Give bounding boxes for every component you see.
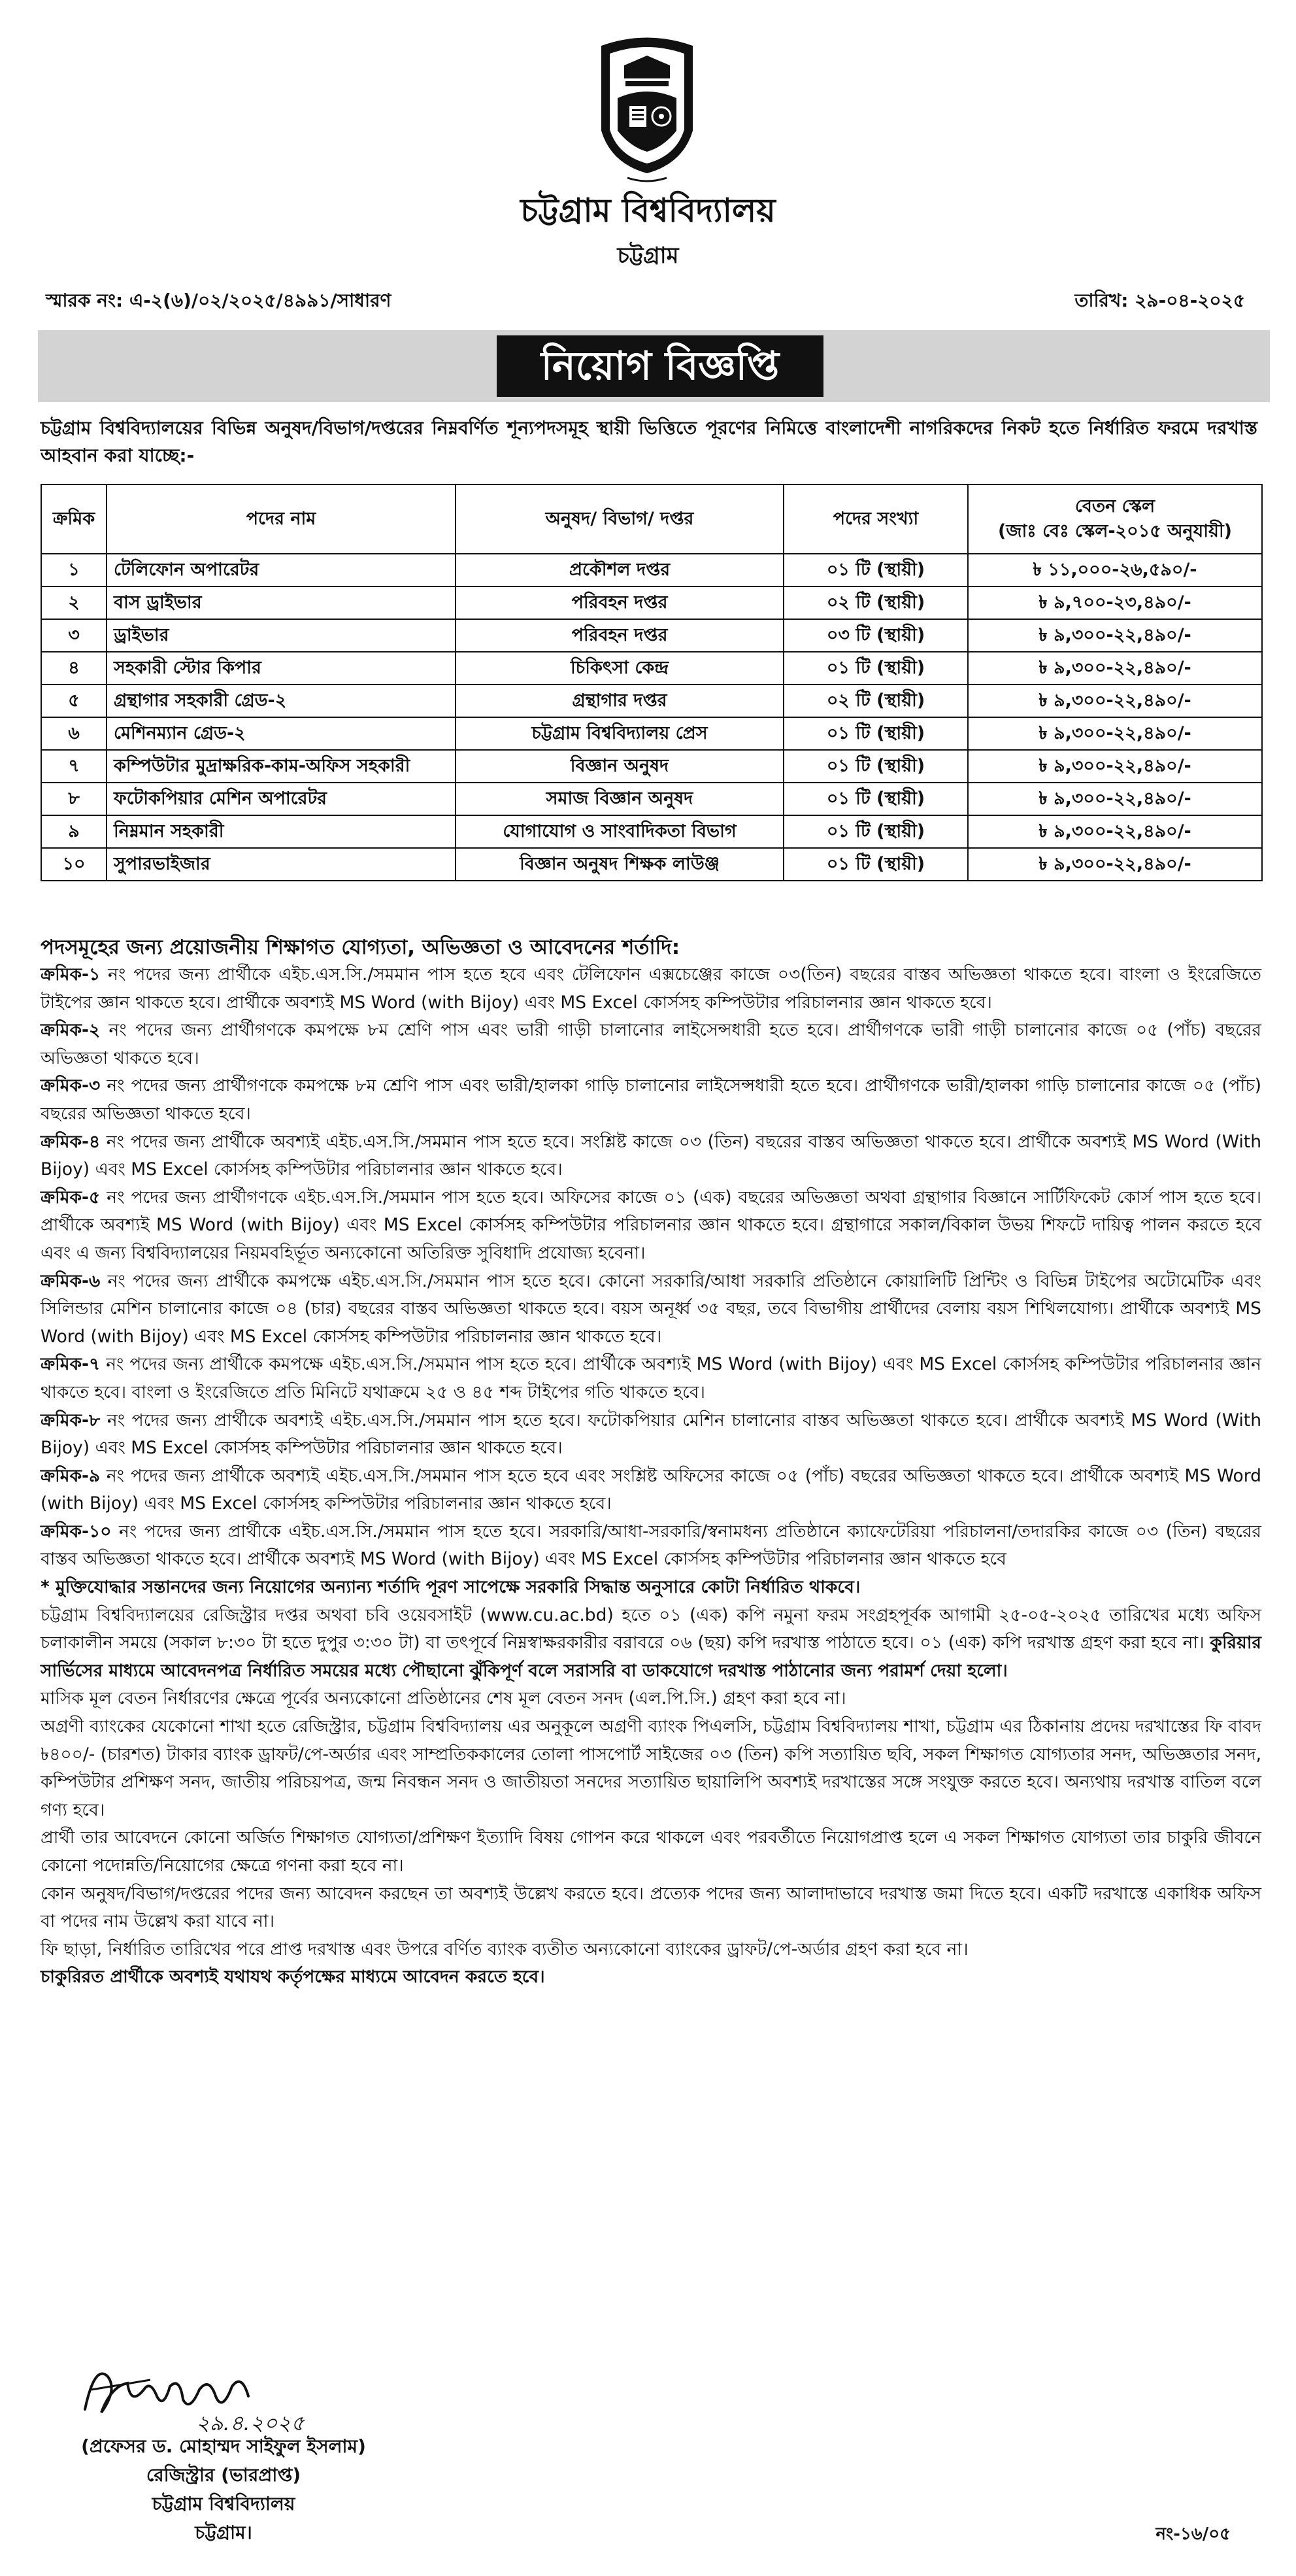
reference-number: নং-১৬/০৫ xyxy=(1155,2524,1231,2544)
header-post-count: পদের সংখ্যা xyxy=(784,484,968,554)
requirement-label: ক্রমিক-৬ xyxy=(41,1270,101,1291)
requirement-text: নং পদের জন্য প্রার্থীগণকে এইচ.এস.সি./সমমান পাস হতে হবে। অফিসের কাজে ০১ (এক) বছরের অভিজ্ঞতা অথবা গ্রন্থাগার বিজ্ঞানে সার্টিফিকেট কোর্স পাস হতে হবে। প্রার্থীকে অবশ্যই MS Word (with Bijoy) এবং MS Excel কোর্সসহ কম্পিউটার পরিচালনার জ্ঞান থাকতে হবে। গ্রন্থাগারে সকাল/বিকাল উভয় শিফটে দায়িত্ব পালন করতে হবে এবং এ জন্য বিশ্ববিদ্যালয়ের নিয়মবহির্ভূত অন্যকোনো অতিরিক্ত সুবিধাদি প্রযোজ্য হবেনা। xyxy=(41,1187,1261,1263)
row-post-count: ০২ টি (স্থায়ী) xyxy=(784,586,968,619)
row-pay-scale: ৳ ৯,৩০০-২২,৪৯০/- xyxy=(968,685,1262,717)
table-row xyxy=(41,783,1262,815)
signature-date: ২৯.৪.২০২৫ xyxy=(196,2411,305,2435)
notice-banner-title: নিয়োগ বিজ্ঞপ্তি xyxy=(497,335,823,397)
row-pay-scale: ৳ ৯,৭০০-২৩,৪৯০/- xyxy=(968,586,1262,619)
row-post-count: ০১ টি (স্থায়ী) xyxy=(784,783,968,815)
row-post-name: নিম্নমান সহকারী xyxy=(107,815,456,848)
row-post-name: ফটোকপিয়ার মেশিন অপারেটর xyxy=(107,783,456,815)
requirement-label: ক্রমিক-৪ xyxy=(41,1131,101,1152)
requirement-item xyxy=(41,961,1261,1017)
row-post-name: কম্পিউটার মুদ্রাক্ষরিক-কাম-অফিস সহকারী xyxy=(107,750,456,783)
signatory-name: (প্রফেসর ড. মোহাম্মদ সাইফুল ইসলাম) xyxy=(81,2435,366,2457)
row-post-name: বাস ড্রাইভার xyxy=(107,586,456,619)
row-pay-scale: ৳ ৯,৩০০-২২,৪৯০/- xyxy=(968,717,1262,750)
requirement-text: নং পদের জন্য প্রার্থীকে অবশ্যই এইচ.এস.সি./সমমান পাস হতে হবে। সংশ্লিষ্ট কাজে ০৩ (তিন) বছরের বাস্তব অভিজ্ঞতা থাকতে হবে। প্রার্থীকে অবশ্যই MS Word (With Bijoy) এবং MS Excel কোর্সসহ কম্পিউটার পরিচালনার জ্ঞান থাকতে হবে। xyxy=(41,1131,1261,1180)
requirement-item xyxy=(41,1463,1261,1518)
row-serial: ৭ xyxy=(41,750,107,783)
requirement-item xyxy=(41,1407,1261,1463)
row-pay-scale: ৳ ৯,৩০০-২২,৪৯০/- xyxy=(968,783,1262,815)
row-serial: ৪ xyxy=(41,652,107,685)
application-para-4: প্রার্থী তার আবেদনে কোনো অর্জিত শিক্ষাগত যোগ্যতা/প্রশিক্ষণ ইত্যাদি বিষয় গোপন করে থাকলে এবং পরবর্তীতে নিয়োগপ্রাপ্ত হলে এ সকল শিক্ষাগত যোগ্যতা তার চাকুরি জীবনে কোনো পদোন্নতি/নিয়োগের ক্ষেত্রে গণনা করা হবে না। xyxy=(41,1827,1261,1876)
requirement-text: নং পদের জন্য প্রার্থীকে এইচ.এস.সি./সমমান পাস হতে হবে। সরকারি/আধা-সরকারি/স্বনামধন্য প্রতিষ্ঠানে ক্যাফেটেরিয়া পরিচালনা/তদারকির কাজে ০৩ (তিন) বছরের বাস্তব অভিজ্ঞতা থাকতে হবে। প্রার্থীকে অবশ্যই MS Word (with Bijoy) এবং MS Excel কোর্সসহ কম্পিউটার পরিচালনার জ্ঞান থাকতে হবে xyxy=(41,1521,1261,1570)
requirement-item xyxy=(41,1351,1261,1406)
row-post-name: গ্রন্থাগার সহকারী গ্রেড-২ xyxy=(107,685,456,717)
table-row xyxy=(41,685,1262,717)
row-pay-scale: ৳ ৯,৩০০-২২,৪৯০/- xyxy=(968,815,1262,848)
requirement-text: নং পদের জন্য প্রার্থীকে কমপক্ষে এইচ.এস.সি./সমমান পাস হতে হবে। প্রার্থীকে অবশ্যই MS Word (with Bijoy) এবং MS Excel কোর্সসহ কম্পিউটার পরিচালনার জ্ঞান থাকতে হবে। বাংলা ও ইংরেজিতে প্রতি মিনিটে যথাক্রমে ২৫ ও ৪৫ শব্দ টাইপের গতি থাকতে হবে। xyxy=(41,1354,1261,1402)
signatory-designation: রেজিস্ট্রার (ভারপ্রাপ্ত) xyxy=(146,2464,301,2486)
application-para-6: ফি ছাড়া, নির্ধারিত তারিখের পরে প্রাপ্ত দরখাস্ত এবং উপরে বর্ণিত ব্যাংক ব্যতীত অন্যকোনো ব্যাংকের ড্রাফট/পে-অর্ডার গ্রহণ করা হবে না। xyxy=(41,1939,969,1959)
row-department: বিজ্ঞান অনুষদ xyxy=(456,750,784,783)
row-post-count: ০১ টি (স্থায়ী) xyxy=(784,554,968,586)
row-department: চিকিৎসা কেন্দ্র xyxy=(456,652,784,685)
header-pay-scale xyxy=(968,484,1262,554)
requirement-text: নং পদের জন্য প্রার্থীগণকে কমপক্ষে ৮ম শ্রেণি পাস এবং ভারী গাড়ী চালানোর লাইসেন্সধারী হতে হবে। প্রার্থীগণকে ভারী গাড়ী চালানোর কাজে ০৫ (পাঁচ) বছরের অভিজ্ঞতা থাকতে হবে। xyxy=(41,1020,1261,1068)
row-post-count: ০১ টি (স্থায়ী) xyxy=(784,750,968,783)
table-header-row xyxy=(41,484,1262,554)
requirement-text: নং পদের জন্য প্রার্থীকে অবশ্যই এইচ.এস.সি./সমমান পাস হতে হবে। ফটোকপিয়ার মেশিন চালানোর বাস্তব অভিজ্ঞতা থাকতে হবে। প্রার্থীকে অবশ্যই MS Word (With Bijoy) এবং MS Excel কোর্সসহ কম্পিউটার পরিচালনার জ্ঞান থাকতে হবে। xyxy=(41,1410,1261,1459)
row-post-name: ড্রাইভার xyxy=(107,619,456,652)
row-serial: ২ xyxy=(41,586,107,619)
requirement-item xyxy=(41,1184,1261,1268)
requirement-label: ক্রমিক-৯ xyxy=(41,1465,101,1486)
table-row xyxy=(41,652,1262,685)
table-row xyxy=(41,619,1262,652)
header-pay-scale-title: বেতন স্কেল xyxy=(1074,496,1155,517)
university-city: চট্টগ্রাম xyxy=(617,243,679,269)
row-post-count: ০১ টি (স্থায়ী) xyxy=(784,652,968,685)
requirement-text: নং পদের জন্য প্রার্থীকে কমপক্ষে এইচ.এস.সি./সমমান পাস হতে হবে। কোনো সরকারি/আধা সরকারি প্রতিষ্ঠানে কোয়ালিটি প্রিন্টিং ও বিভিন্ন টাইপের অটোমেটিক এবং সিলিন্ডার মেশিন চালানোর কাজে ০৪ (চার) বছরের বাস্তব অভিজ্ঞতা থাকতে হবে। বয়স অনূর্ধ্ব ৩৫ বছর, তবে বিভাগীয় প্রার্থীদের বেলায় বয়স শিথিলযোগ্য। প্রার্থীকে অবশ্যই MS Word (with Bijoy) এবং MS Excel কোর্সসহ কম্পিউটার পরিচালনার জ্ঞান থাকতে হবে। xyxy=(41,1270,1261,1347)
row-post-count: ০১ টি (স্থায়ী) xyxy=(784,815,968,848)
row-department: চট্টগ্রাম বিশ্ববিদ্যালয় প্রেস xyxy=(456,717,784,750)
table-row xyxy=(41,586,1262,619)
row-serial: ১ xyxy=(41,554,107,586)
requirement-label: ক্রমিক-৮ xyxy=(41,1410,101,1431)
signature-image xyxy=(72,2350,346,2435)
row-department: গ্রন্থাগার দপ্তর xyxy=(456,685,784,717)
memo-number: স্মারক নং: এ-২(৬)/০২/২০২৫/৪৯৯১/সাধারণ xyxy=(46,290,391,311)
row-department: যোগাযোগ ও সাংবাদিকতা বিভাগ xyxy=(456,815,784,848)
row-pay-scale: ৳ ৯,৩০০-২২,৪৯০/- xyxy=(968,652,1262,685)
requirements-heading: পদসমূহের জন্য প্রয়োজনীয় শিক্ষাগত যোগ্যতা, অভিজ্ঞতা ও আবেদনের শর্তাদি: xyxy=(41,936,680,959)
requirements-body xyxy=(41,961,1261,1991)
row-pay-scale: ৳ ১১,০০০-২৬,৫৯০/- xyxy=(968,554,1262,586)
requirement-text: নং পদের জন্য প্রার্থীকে এইচ.এস.সি./সমমান পাস হতে হবে এবং টেলিফোন এক্সচেঞ্জের কাজে ০৩(তিন) বছরের বাস্তব অভিজ্ঞতা থাকতে হবে। বাংলা ও ইংরেজিতে টাইপের জ্ঞান থাকতে হবে। প্রার্থীকে অবশ্যই MS Word (with Bijoy) এবং MS Excel কোর্সসহ কম্পিউটার পরিচালনার জ্ঞান থাকতে হবে। xyxy=(41,964,1261,1013)
row-pay-scale: ৳ ৯,৩০০-২২,৪৯০/- xyxy=(968,848,1262,881)
row-department: পরিবহন দপ্তর xyxy=(456,586,784,619)
row-post-name: মেশিনম্যান গ্রেড-২ xyxy=(107,717,456,750)
row-department: বিজ্ঞান অনুষদ শিক্ষক লাউঞ্জ xyxy=(456,848,784,881)
vacancy-table xyxy=(41,484,1263,881)
requirement-label: ক্রমিক-১০ xyxy=(41,1521,112,1542)
row-pay-scale: ৳ ৯,৩০০-২২,৪৯০/- xyxy=(968,750,1262,783)
requirement-item xyxy=(41,1017,1261,1072)
row-post-count: ০১ টি (স্থায়ী) xyxy=(784,848,968,881)
university-logo-icon xyxy=(591,33,703,190)
header-serial: ক্রমিক xyxy=(41,484,107,554)
header-pay-scale-sub: (জাঃ বেঃ স্কেল-২০১৫ অনুযায়ী) xyxy=(997,521,1233,541)
application-para-3: অগ্রণী ব্যাংকের যেকোনো শাখা হতে রেজিস্ট্রার, চট্টগ্রাম বিশ্ববিদ্যালয় এর অনুকূলে অগ্রণী ব্যাংক পিএলসি, চট্টগ্রাম বিশ্ববিদ্যালয় শাখা, চট্টগ্রাম এর ঠিকানায় প্রদেয় দরখাস্তের ফি বাবদ ৳৪০০/- (চারশত) টাকার ব্যাংক ড্রাফট/পে-অর্ডার এবং সাম্প্রতিককালের তোলা পাসপোর্ট সাইজের ০৩ (তিন) কপি সত্যায়িত ছবি, সকল শিক্ষাগত যোগ্যতার সনদ, অভিজ্ঞতার সনদ, কম্পিউটার প্রশিক্ষণ সনদ, জাতীয় পরিচয়পত্র, জন্ম নিবন্ধন সনদ ও জাতীয়তা সনদের সত্যায়িত ছায়ালিপি অবশ্যই দরখাস্তের সঙ্গে সংযুক্ত করতে হবে। অন্যথায় দরখাস্ত বাতিল বলে গণ্য হবে। xyxy=(41,1716,1262,1820)
row-serial: ১০ xyxy=(41,848,107,881)
row-serial: ৬ xyxy=(41,717,107,750)
application-para-5: কোন অনুষদ/বিভাগ/দপ্তরের পদের জন্য আবেদন করছেন তা অবশ্যই উল্লেখ করতে হবে। প্রত্যেক পদের জন্য আলাদাভাবে দরখাস্ত জমা দিতে হবে। একটি দরখাস্তে একাধিক অফিস বা পদের নাম উল্লেখ করা যাবে না। xyxy=(41,1883,1261,1932)
row-serial: ৯ xyxy=(41,815,107,848)
requirement-label: ক্রমিক-৫ xyxy=(41,1187,101,1208)
row-post-name: টেলিফোন অপারেটর xyxy=(107,554,456,586)
signatory-university: চট্টগ্রাম বিশ্ববিদ্যালয় xyxy=(152,2493,295,2515)
requirement-label: ক্রমিক-৩ xyxy=(41,1076,101,1096)
quota-note: * মুক্তিযোদ্ধার সন্তানদের জন্য নিয়োগের অন্যান্য শর্তাদি পূরণ সাপেক্ষে সরকারি সিদ্ধান্ত অনুসারে কোটা নির্ধারিত থাকবে। xyxy=(41,1577,861,1598)
row-department: প্রকৌশল দপ্তর xyxy=(456,554,784,586)
table-row xyxy=(41,717,1262,750)
banner-strip xyxy=(38,330,1270,402)
requirement-text: নং পদের জন্য প্রার্থীকে অবশ্যই এইচ.এস.সি./সমমান পাস হতে হবে এবং সংশ্লিষ্ট অফিসের কাজে ০৫ (পাঁচ) বছরের অভিজ্ঞতা থাকতে হবে। প্রার্থীকে অবশ্যই MS Word (with Bijoy) এবং MS Excel কোর্সসহ কম্পিউটার পরিচালনার জ্ঞান থাকতে হবে। xyxy=(41,1465,1261,1514)
table-row xyxy=(41,848,1262,881)
notice-date: তারিখ: ২৯-০৪-২০২৫ xyxy=(1074,290,1245,311)
requirement-item xyxy=(41,1072,1261,1128)
row-pay-scale: ৳ ৯,৩০০-২২,৪৯০/- xyxy=(968,619,1262,652)
application-para-2: মাসিক মূল বেতন নির্ধারণের ক্ষেত্রে পূর্বের অন্যকোনো প্রতিষ্ঠানের শেষ মূল বেতন সনদ (এল.পি.সি.) গ্রহণ করা হবে না। xyxy=(41,1688,846,1709)
row-post-count: ০২ টি (স্থায়ী) xyxy=(784,685,968,717)
table-row xyxy=(41,750,1262,783)
table-row xyxy=(41,554,1262,586)
row-serial: ৮ xyxy=(41,783,107,815)
table-row xyxy=(41,815,1262,848)
requirement-text: নং পদের জন্য প্রার্থীগণকে কমপক্ষে ৮ম শ্রেণি পাস এবং ভারী/হালকা গাড়ি চালানোর লাইসেন্সধারী হতে হবে। প্রার্থীগণকে ভারী/হালকা গাড়ি চালানোর কাজে ০৫ (পাঁচ) বছরের অভিজ্ঞতা থাকতে হবে। xyxy=(41,1076,1261,1124)
row-serial: ৫ xyxy=(41,685,107,717)
application-para-7: চাকুরিরত প্রার্থীকে অবশ্যই যথাযথ কর্তৃপক্ষের মাধ্যমে আবেদন করতে হবে। xyxy=(41,1967,545,1988)
application-para-1: চট্টগ্রাম বিশ্ববিদ্যালয়ের রেজিস্ট্রার দপ্তর অথবা চবি ওয়েবসাইট (www.cu.ac.bd) হতে ০১ (এক) কপি নমুনা ফরম সংগ্রহপূর্বক আগামী ২৫-০৫-২০২৫ তারিখের মধ্যে অফিস চলাকালীন সময়ে (সকাল ৮:৩০ টা হতে দুপুর ৩:৩০ টা) বা তৎপূর্বে নিম্নস্বাক্ষরকারীর বরাবরে ০৬ (ছয়) কপি দরখাস্ত পাঠাতে হবে। ০১ (এক) কপি দরখাস্ত গ্রহণ করা হবে না। কুরিয়ার সার্ভিসের মাধ্যমে আবেদনপত্র নির্ধারিত সময়ের মধ্যে পৌছানো ঝুঁকিপূর্ণ বলে সরাসরি বা ডাকযোগে দরখাস্ত পাঠানোর জন্য পরামর্শ দেয়া হলো। xyxy=(41,1604,1261,1681)
header-post-name: পদের নাম xyxy=(107,484,456,554)
requirement-label: ক্রমিক-২ xyxy=(41,1020,101,1041)
signature-block xyxy=(41,2432,407,2547)
university-title: চট্টগ্রাম বিশ্ববিদ্যালয় xyxy=(520,192,776,229)
requirement-label: ক্রমিক-১ xyxy=(41,964,101,985)
row-department: সমাজ বিজ্ঞান অনুষদ xyxy=(456,783,784,815)
requirement-label: ক্রমিক-৭ xyxy=(41,1354,101,1375)
requirement-item xyxy=(41,1128,1261,1184)
row-post-count: ০১ টি (স্থায়ী) xyxy=(784,717,968,750)
requirement-item xyxy=(41,1268,1261,1351)
row-post-name: সহকারী স্টোর কিপার xyxy=(107,652,456,685)
header-department: অনুষদ/ বিভাগ/ দপ্তর xyxy=(456,484,784,554)
intro-paragraph: চট্টগ্রাম বিশ্ববিদ্যালয়ের বিভিন্ন অনুষদ/বিভাগ/দপ্তরের নিম্নবর্ণিত শূন্যপদসমূহ স্থায়ী ভিত্তিতে পূরণের নিমিত্তে বাংলাদেশী নাগরিকদের নিকট হতে নির্ধারিত ফরমে দরখাস্ত আহবান করা যাচ্ছে:- xyxy=(41,417,1257,466)
row-serial: ৩ xyxy=(41,619,107,652)
requirement-item xyxy=(41,1518,1261,1574)
row-post-name: সুপারভাইজার xyxy=(107,848,456,881)
row-department: পরিবহন দপ্তর xyxy=(456,619,784,652)
signatory-city: চট্টগ্রাম। xyxy=(195,2522,252,2543)
row-post-count: ০৩ টি (স্থায়ী) xyxy=(784,619,968,652)
